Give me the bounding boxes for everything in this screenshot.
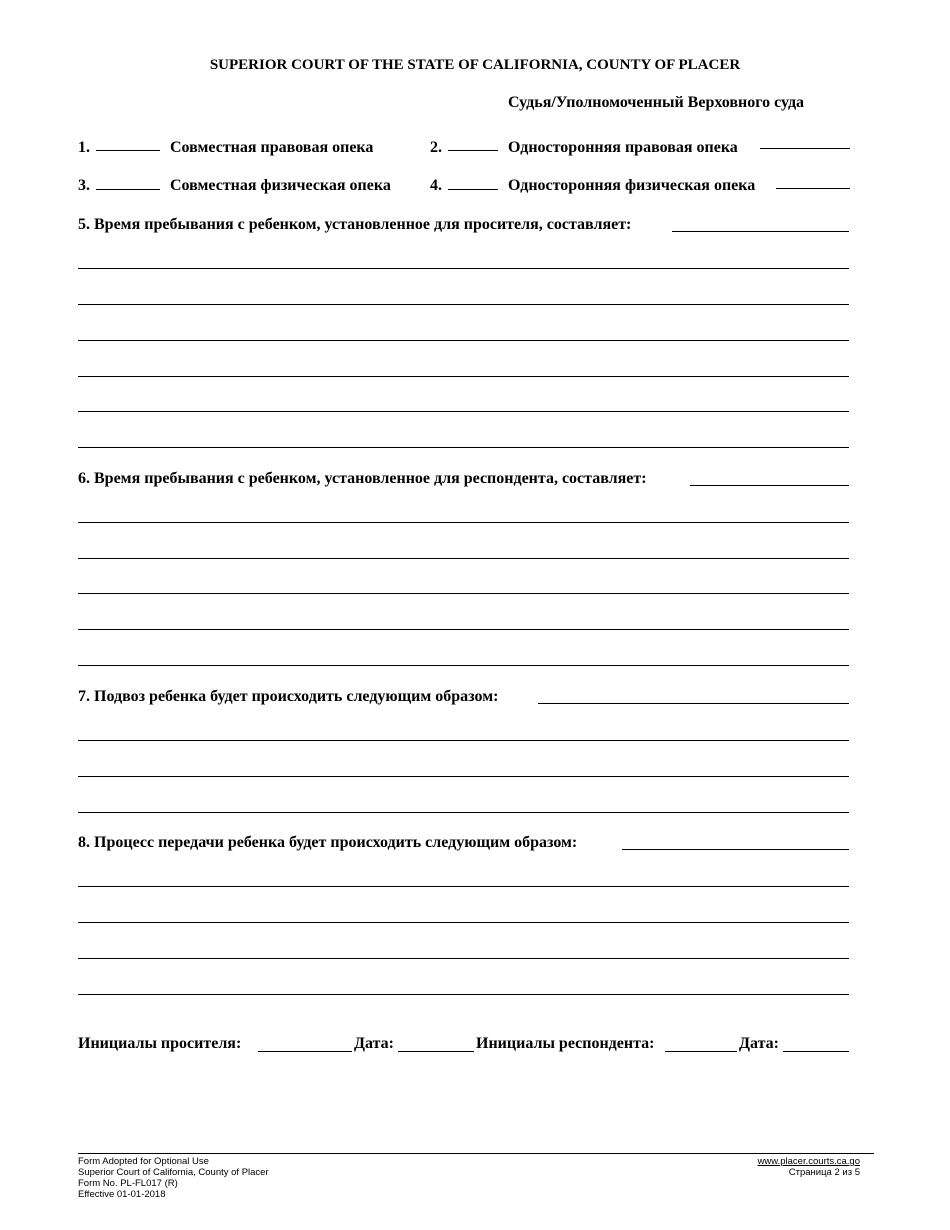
section6-line[interactable] <box>78 665 849 666</box>
item3-blank[interactable] <box>96 189 160 190</box>
date2-label: Дата: <box>739 1035 779 1052</box>
item4-detail-line[interactable] <box>776 188 850 189</box>
section7-line[interactable] <box>78 740 849 741</box>
section8-first-line[interactable] <box>622 849 849 850</box>
footer-line: Form No. PL-FL017 (R) <box>78 1178 178 1189</box>
section5-line[interactable] <box>78 304 849 305</box>
section5-line[interactable] <box>78 411 849 412</box>
section8-line[interactable] <box>78 958 849 959</box>
footer-left <box>78 1156 269 1200</box>
section5-line[interactable] <box>78 268 849 269</box>
section5-label: 5. Время пребывания с ребенком, установленное для просителя, составляет: <box>78 216 632 233</box>
section6-line[interactable] <box>78 629 849 630</box>
section5-line[interactable] <box>78 376 849 377</box>
item4-blank[interactable] <box>448 189 498 190</box>
footer-url-link[interactable]: www.placer.courts.ca.go <box>757 1156 860 1167</box>
item1-blank[interactable] <box>96 150 160 151</box>
date2-field[interactable] <box>783 1051 849 1052</box>
section6-line[interactable] <box>78 522 849 523</box>
footer-line: Superior Court of California, County of Placer <box>78 1167 269 1178</box>
judge-label: Судья/Уполномоченный Верховного суда <box>508 94 805 111</box>
section5-line[interactable] <box>78 340 849 341</box>
item3-number: 3. <box>78 177 90 194</box>
section8-line[interactable] <box>78 922 849 923</box>
section6-label: 6. Время пребывания с ребенком, установленное для респондента, составляет: <box>78 470 647 487</box>
footer-line: Form Adopted for Optional Use <box>78 1156 209 1167</box>
item2-label: Односторонняя правовая опека <box>508 139 738 156</box>
respondent-initials-field[interactable] <box>665 1051 737 1052</box>
court-title: SUPERIOR COURT OF THE STATE OF CALIFORNIA, COUNTY OF PLACER <box>209 57 741 73</box>
section5-line[interactable] <box>78 447 849 448</box>
section7-line[interactable] <box>78 776 849 777</box>
section8-line[interactable] <box>78 886 849 887</box>
item4-number: 4. <box>430 177 442 194</box>
page-number: Страница 2 из 5 <box>788 1167 860 1178</box>
section8-line[interactable] <box>78 994 849 995</box>
date1-field[interactable] <box>398 1051 474 1052</box>
item2-number: 2. <box>430 139 442 156</box>
section7-line[interactable] <box>78 812 849 813</box>
respondent-initials-label: Инициалы респондента: <box>476 1035 655 1052</box>
footer-line: Effective 01-01-2018 <box>78 1189 166 1200</box>
item1-number: 1. <box>78 139 90 156</box>
item1-label: Совместная правовая опека <box>170 139 374 156</box>
item2-detail-line[interactable] <box>760 148 850 149</box>
section6-first-line[interactable] <box>690 485 849 486</box>
section6-line[interactable] <box>78 558 849 559</box>
item2-blank[interactable] <box>448 150 498 151</box>
petitioner-initials-label: Инициалы просителя: <box>78 1035 242 1052</box>
date1-label: Дата: <box>354 1035 394 1052</box>
section7-label: 7. Подвоз ребенка будет происходить следующим образом: <box>78 688 499 705</box>
item4-label: Односторонняя физическая опека <box>508 177 756 194</box>
section8-label: 8. Процесс передачи ребенка будет происходить следующим образом: <box>78 834 578 851</box>
section7-first-line[interactable] <box>538 703 849 704</box>
footer-rule <box>78 1153 874 1154</box>
petitioner-initials-field[interactable] <box>258 1051 352 1052</box>
section6-line[interactable] <box>78 593 849 594</box>
item3-label: Совместная физическая опека <box>170 177 391 194</box>
section5-first-line[interactable] <box>672 231 849 232</box>
footer-right <box>758 1156 860 1178</box>
